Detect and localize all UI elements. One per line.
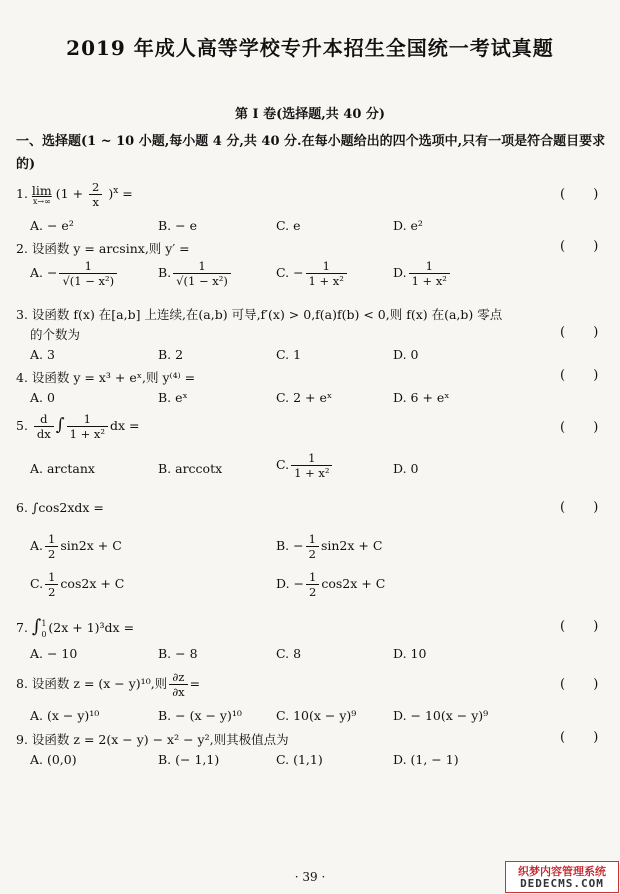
option-a	[30, 532, 122, 561]
option-tail: sin2x + C	[60, 538, 122, 553]
watermark-line1: 织梦内容管理系统	[518, 865, 606, 878]
fraction	[59, 259, 117, 288]
expression-part: (1 +	[55, 186, 84, 201]
option-tail: sin2x + C	[320, 538, 383, 553]
option-tail: cos2x + C	[60, 576, 125, 591]
option-d	[276, 570, 385, 599]
option-d: D. 0	[393, 347, 419, 362]
answer-blank: ( )	[560, 325, 611, 340]
option-b: B. − e	[158, 218, 197, 233]
option-c: C. 8	[276, 646, 302, 661]
question-number: 3.	[16, 307, 28, 322]
option-d: D. e²	[393, 218, 423, 233]
option-c: C. 1	[276, 347, 302, 362]
watermark-line2: DEDECMS.COM	[520, 877, 604, 890]
numerator: ∂z	[169, 670, 187, 685]
numerator: 1	[45, 532, 58, 547]
option-label: C.	[30, 576, 44, 591]
denominator: √(1 − x²)	[62, 274, 115, 288]
document-title: 2019 年成人高等学校专升本招生全国统一考试真题	[66, 36, 554, 60]
option-label: B.	[158, 265, 172, 280]
option-label: D. −	[276, 576, 304, 591]
answer-blank: ( )	[560, 187, 611, 202]
option-a: A. 3	[30, 347, 55, 362]
question-stem: 设函数 z = (x − y)¹⁰,则	[31, 676, 168, 691]
upper-limit: 1	[41, 618, 47, 628]
option-d: D. 6 + eˣ	[393, 390, 450, 405]
question-stem: 设函数 f(x) 在[a,b] 上连续,在(a,b) 可导,f′(x) > 0,f(a)f(b) < 0,则 f(x) 在(a,b) 零点	[31, 307, 503, 322]
denominator: 1 + x²	[308, 274, 344, 288]
option-a: A. arctanx	[30, 461, 95, 476]
denominator: √(1 − x²)	[176, 274, 228, 288]
option-tail: cos2x + C	[321, 576, 386, 591]
exponent: x	[113, 185, 119, 196]
section-heading: 第 Ⅰ 卷(选择题,共 40 分)	[234, 107, 386, 122]
denominator: 1 + x²	[411, 274, 447, 288]
answer-blank: ( )	[560, 239, 611, 254]
question-7	[16, 616, 134, 640]
answer-blank: ( )	[560, 730, 611, 745]
fraction	[89, 180, 102, 209]
option-b: B. eˣ	[158, 390, 188, 405]
option-b: B. arccotx	[158, 461, 223, 476]
expression-part: )	[108, 186, 114, 201]
watermark-logo[interactable]	[505, 861, 619, 893]
question-8	[16, 670, 200, 699]
question-number: 5.	[16, 418, 28, 433]
option-d: D. − 10(x − y)⁹	[393, 708, 489, 723]
option-c: C. (1,1)	[276, 752, 323, 767]
numerator: d	[34, 412, 54, 427]
option-d	[393, 259, 452, 288]
option-b: B. − 8	[158, 646, 198, 661]
denominator: dx	[36, 427, 51, 441]
derivative-operator	[34, 412, 54, 441]
denominator: 2	[308, 547, 316, 561]
numerator: 1	[306, 259, 347, 274]
fraction	[67, 412, 108, 441]
partial-derivative	[169, 670, 187, 699]
option-c: C. 2 + eˣ	[276, 390, 333, 405]
expression-part: =	[189, 676, 201, 691]
option-c: C. 10(x − y)⁹	[276, 708, 357, 723]
option-b: B. 2	[158, 347, 184, 362]
denominator: x	[92, 195, 99, 209]
question-number: 6.	[16, 500, 28, 515]
denominator: ∂x	[172, 685, 185, 699]
question-1	[16, 180, 133, 209]
integrand: (2x + 1)³dx =	[48, 620, 135, 635]
option-c	[30, 570, 124, 599]
question-4	[16, 368, 195, 386]
fraction	[291, 451, 332, 480]
denominator: 2	[48, 547, 56, 561]
denominator: 2	[309, 585, 317, 599]
numerator: 2	[89, 180, 102, 195]
option-b: B. − (x − y)¹⁰	[158, 708, 242, 723]
option-label: D.	[393, 265, 407, 280]
question-6	[16, 500, 104, 515]
fraction	[306, 259, 347, 288]
numerator: 1	[291, 451, 332, 466]
option-d: D. (1, − 1)	[393, 752, 459, 767]
answer-blank: ( )	[560, 500, 611, 515]
answer-blank: ( )	[560, 420, 611, 435]
option-a	[30, 259, 119, 288]
option-label: C.	[276, 457, 290, 472]
option-a: A. − 10	[30, 646, 78, 661]
option-a: A. (0,0)	[30, 752, 77, 767]
fraction	[306, 532, 319, 561]
option-label: A. −	[30, 265, 58, 280]
numerator: 1	[173, 259, 231, 274]
question-number: 4.	[16, 370, 28, 385]
limit-subscript: x→∞	[32, 196, 51, 206]
question-number: 9.	[16, 732, 28, 747]
fraction	[409, 259, 450, 288]
question-number: 1.	[16, 186, 28, 201]
question-3	[16, 305, 502, 323]
option-a: A. 0	[30, 390, 55, 405]
option-c	[276, 451, 334, 480]
expression-part: =	[122, 186, 133, 201]
answer-blank: ( )	[560, 677, 611, 692]
option-label: A.	[30, 538, 44, 553]
integral-sign: ∫	[55, 415, 65, 435]
question-number: 8.	[16, 676, 28, 691]
option-a: A. (x − y)¹⁰	[30, 708, 100, 723]
option-b	[276, 532, 382, 561]
question-stem: 设函数 y = x³ + eˣ,则 y⁽⁴⁾ =	[31, 370, 196, 385]
option-c	[276, 259, 349, 288]
option-a: A. − e²	[30, 218, 74, 233]
option-c: C. e	[276, 218, 301, 233]
numerator: 1	[45, 570, 58, 585]
option-label: C. −	[276, 265, 304, 280]
fraction	[173, 259, 231, 288]
answer-blank: ( )	[560, 368, 611, 383]
denominator: 1 + x²	[294, 466, 330, 480]
question-number: 2.	[16, 241, 28, 256]
numerator: 1	[59, 259, 117, 274]
fraction	[306, 570, 319, 599]
integral-sign: ∫	[31, 616, 42, 637]
option-d: D. 0	[393, 461, 419, 476]
denominator: 2	[48, 585, 56, 599]
question-2	[16, 239, 190, 257]
numerator: 1	[409, 259, 450, 274]
option-label: B. −	[276, 538, 304, 553]
option-b: B. (− 1,1)	[158, 752, 220, 767]
instructions: 一、选择题(1 ~ 10 小题,每小题 4 分,共 40 分.在每小题给出的四个选项中,只有一项是符合题目要求的)	[16, 134, 606, 172]
question-3-continued: 的个数为	[30, 327, 81, 342]
fraction	[45, 570, 58, 599]
numerator: 1	[306, 532, 319, 547]
limit-operator: lim	[31, 182, 52, 198]
denominator: 1 + x²	[69, 427, 105, 441]
option-d: D. 10	[393, 646, 427, 661]
expression-part: dx =	[110, 418, 140, 433]
answer-blank: ( )	[560, 619, 611, 634]
question-number: 7.	[16, 620, 28, 635]
page-number: · 39 ·	[294, 870, 326, 884]
fraction	[45, 532, 58, 561]
question-stem: 设函数 z = 2(x − y) − x² − y²,则其极值点为	[31, 732, 289, 747]
option-b	[158, 259, 233, 288]
question-5	[16, 412, 140, 441]
numerator: 1	[306, 570, 319, 585]
lower-limit: 0	[41, 629, 47, 639]
numerator: 1	[67, 412, 108, 427]
question-stem: 设函数 y = arcsinx,则 y′ =	[31, 241, 190, 256]
question-stem: ∫cos2xdx =	[31, 500, 104, 515]
question-9	[16, 730, 289, 748]
